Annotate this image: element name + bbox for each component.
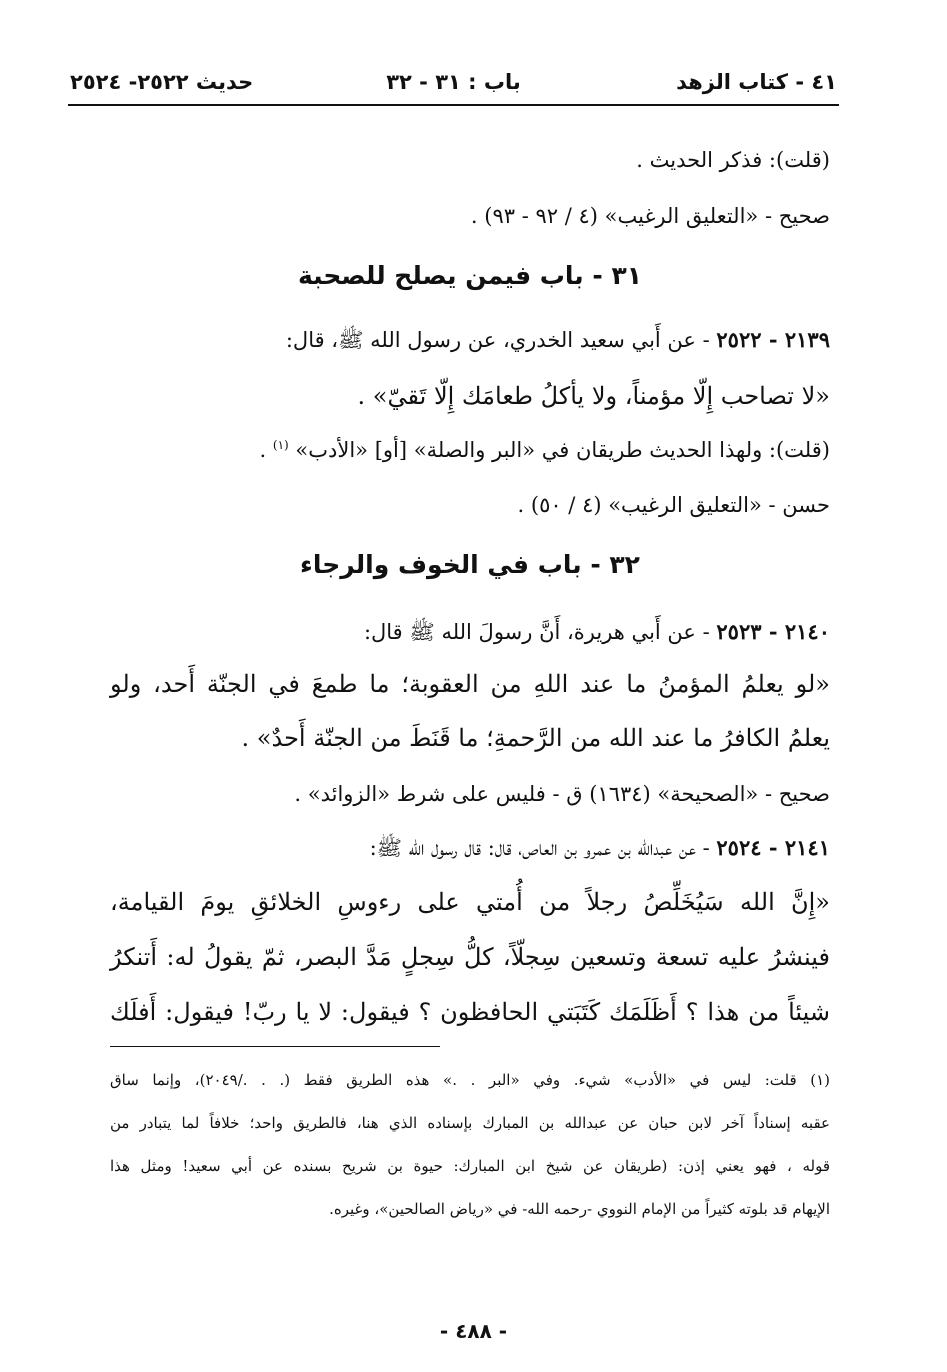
page-number: - ٤٨٨ -	[439, 1319, 508, 1343]
grade-line: صحيح - «التعليق الرغيب» (٤ / ٩٢ - ٩٣) .	[470, 204, 830, 228]
chapter-heading-31: ٣١ - باب فيمن يصلح للصحبة	[297, 261, 642, 290]
hadith-2140-isnad	[110, 615, 830, 649]
header-book-title: ٤١ - كتاب الزهد	[676, 70, 837, 94]
hadith-2140-grade: صحيح - «الصحيحة» (١٦٣٤) ق - فليس على شرط «الزوائد» .	[294, 782, 830, 806]
hadith-2140-matn-2: يعلمُ الكافرُ ما عند الله من الرَّحمةِ؛ ما قَنَطَ من الجنّة أَحدٌ» .	[241, 724, 830, 752]
note-text: (قلت): ولهذا الحديث طريقان في «البر والصلة» [أو] «الأدب»	[295, 438, 830, 462]
hadith-2141-matn-2: فينشرُ عليه تسعة وتسعين سِجلّاً، كلُّ سِجلٍ مَدَّ البصر، ثمّ يقولُ له: أَتنكرُ	[110, 943, 830, 971]
footnote-line-4: الإيهام قد بلوته كثيراً من الإمام النووي -رحمه الله- في «رياض الصالحين»، وغيره.	[329, 1200, 830, 1218]
isnad-text: - عن أَبي سعيد الخدري، عن رسول الله ﷺ، قال:	[285, 328, 710, 352]
hadith-2141-matn-3: شيئاً من هذا ؟ أَظَلَمَك كَتَبَتي الحافظون ؟ فيقول: لا يا ربّ! فيقول: أَفلَك	[110, 998, 830, 1026]
chapter-heading-32: ٣٢ - باب في الخوف والرجاء	[300, 550, 640, 579]
hadith-2139-isnad	[110, 323, 830, 357]
footnote-ref: (١)	[272, 438, 289, 452]
header-chapter-range: باب : ٣١ - ٣٢	[386, 70, 521, 94]
hadith-number: ٢١٣٩ - ٢٥٢٢	[716, 327, 830, 352]
hadith-2139-grade: حسن - «التعليق الرغيب» (٤ / ٥٠) .	[517, 493, 830, 517]
footnote-rule	[110, 1046, 440, 1047]
footnote-line-3: قوله ، فهو يعني إذن: (طريقان عن شيخ ابن المبارك: حيوة بن شريح بسنده عن أبي سعيد! ومثل هذا	[110, 1157, 830, 1175]
running-header	[70, 62, 837, 102]
hadith-number: ٢١٤١ - ٢٥٢٤	[716, 835, 830, 860]
isnad-text: - عن أَبي هريرة، أَنَّ رسولَ الله ﷺ قال:	[363, 620, 710, 644]
footnote-line-2: عقبه إسناداً آخر لابن حبان عن عبدالله بن المبارك بإسناده الذي هنا، فالطريق واحد؛ خلافاً لما يتبادر من	[110, 1114, 830, 1132]
isnad-text: - عن عبدالله بن عمرو بن العاص، قال: قال رسول الله ﷺ:	[369, 836, 710, 860]
hadith-2139-note	[110, 433, 830, 467]
footnote-line-1: (١) قلت: ليس في «الأدب» شيء. وفي «البر . .» هذه الطريق فقط (. . ./٢٠٤٩)، وإنما ساق	[110, 1071, 830, 1089]
hadith-2141-isnad	[110, 831, 830, 865]
hadith-2139-matn: «لا تصاحب إِلّا مؤمناً، ولا يأكلُ طعامَك إِلّا تَقيّ» .	[357, 382, 830, 410]
note-end: .	[259, 438, 267, 462]
header-rule	[68, 104, 839, 106]
hadith-number: ٢١٤٠ - ٢٥٢٣	[716, 619, 830, 644]
hadith-2140-matn-1: «لو يعلمُ المؤمنُ ما عند اللهِ من العقوبة؛ ما طمعَ في الجنّة أَحد، ولو	[110, 670, 830, 698]
text-line: (قلت): فذكر الحديث .	[636, 148, 830, 172]
header-hadith-range: حديث ٢٥٢٢- ٢٥٢٤	[70, 70, 254, 94]
hadith-2141-matn-1: «إِنَّ الله سَيُخَلِّصُ رجلاً من أُمتي على رءوسِ الخلائقِ يومَ القيامة،	[110, 888, 830, 916]
